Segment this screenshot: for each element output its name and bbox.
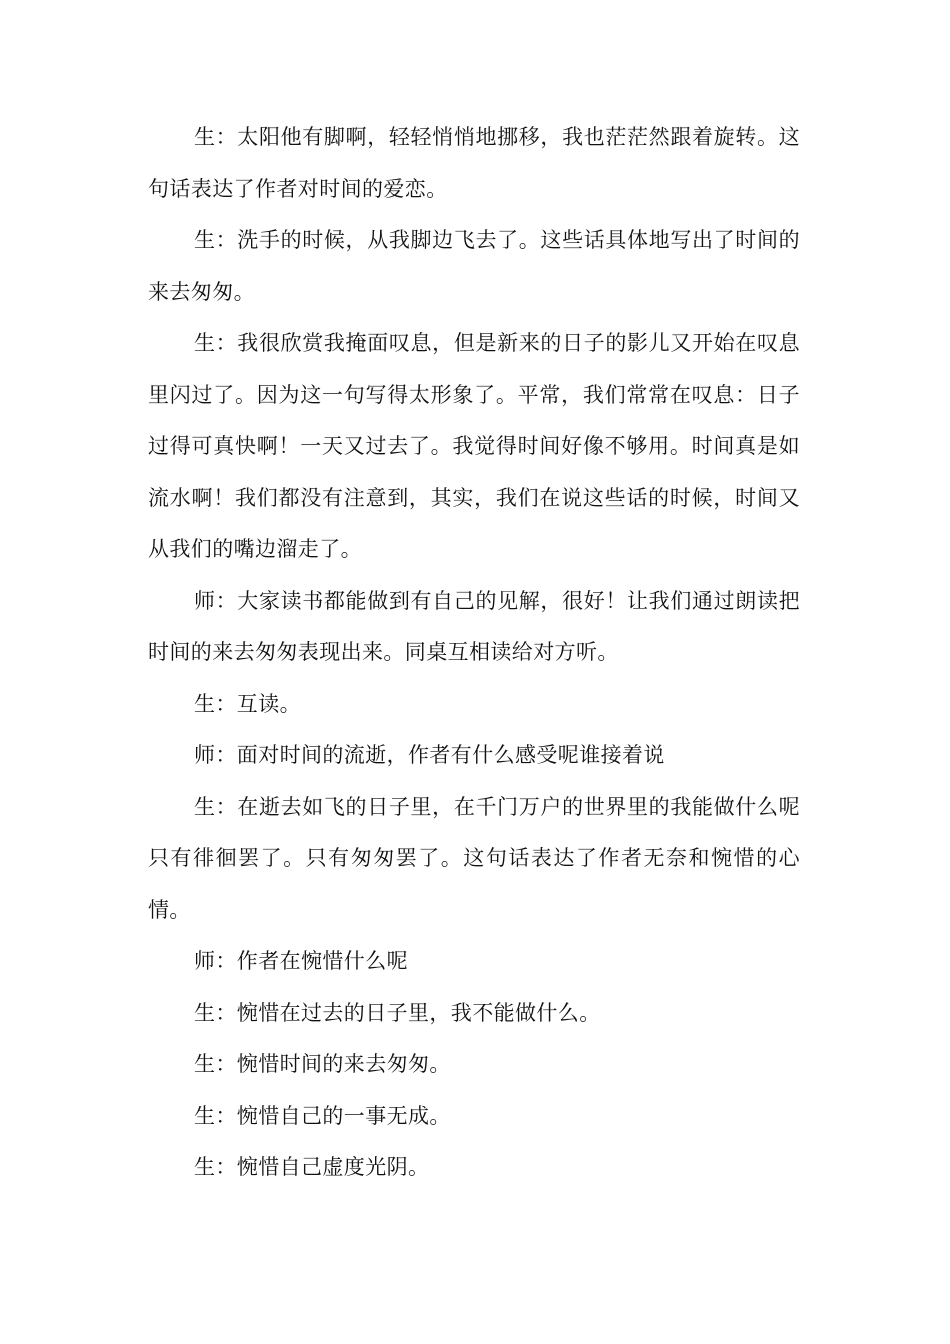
paragraph-student-regret-past: 生：惋惜在过去的日子里，我不能做什么。 — [194, 1000, 601, 1025]
paragraph-student-sun: 生：太阳他有脚啊，轻轻悄悄地挪移，我也茫茫然跟着旋转。这句话表达了作者对时间的爱恋。 — [148, 125, 800, 201]
document-body — [148, 112, 800, 1194]
paragraph-student-washing-hands: 生：洗手的时候，从我脚边飞去了。这些话具体地写出了时间的来去匆匆。 — [148, 228, 800, 304]
paragraph-student-regret-hurry: 生：惋惜时间的来去匆匆。 — [194, 1052, 451, 1076]
paragraph-student-read-each-other: 生：互读。 — [194, 691, 301, 716]
paragraph-teacher-read-aloud: 师：大家读书都能做到有自己的见解，很好！让我们通过朗读把时间的来去匆匆表现出来。同桌互相读给对方听。 — [148, 588, 800, 664]
paragraph-student-regret-nothing: 生：惋惜自己的一事无成。 — [194, 1103, 451, 1128]
paragraph-student-regret-wasted: 生：惋惜自己虚度光阴。 — [194, 1155, 430, 1179]
paragraph-teacher-regret-question: 师：作者在惋惜什么呢 — [194, 949, 408, 973]
paragraph-student-sigh: 生：我很欣赏我掩面叹息，但是新来的日子的影儿又开始在叹息里闪过了。因为这一句写得太形象了。平常，我们常常在叹息：日子过得可真快啊！一天又过去了。我觉得时间好像不够用。时间真是如流水啊！我们都没有注意到，其实，我们在说这些话的时候，时间又从我们的嘴边溜走了。 — [148, 331, 800, 561]
paragraph-student-linger: 生：在逝去如飞的日子里，在千门万户的世界里的我能做什么呢只有徘徊罢了。只有匆匆罢了。这句话表达了作者无奈和惋惜的心情。 — [148, 794, 800, 922]
paragraph-teacher-feelings-question: 师：面对时间的流逝，作者有什么感受呢谁接着说 — [194, 743, 665, 767]
